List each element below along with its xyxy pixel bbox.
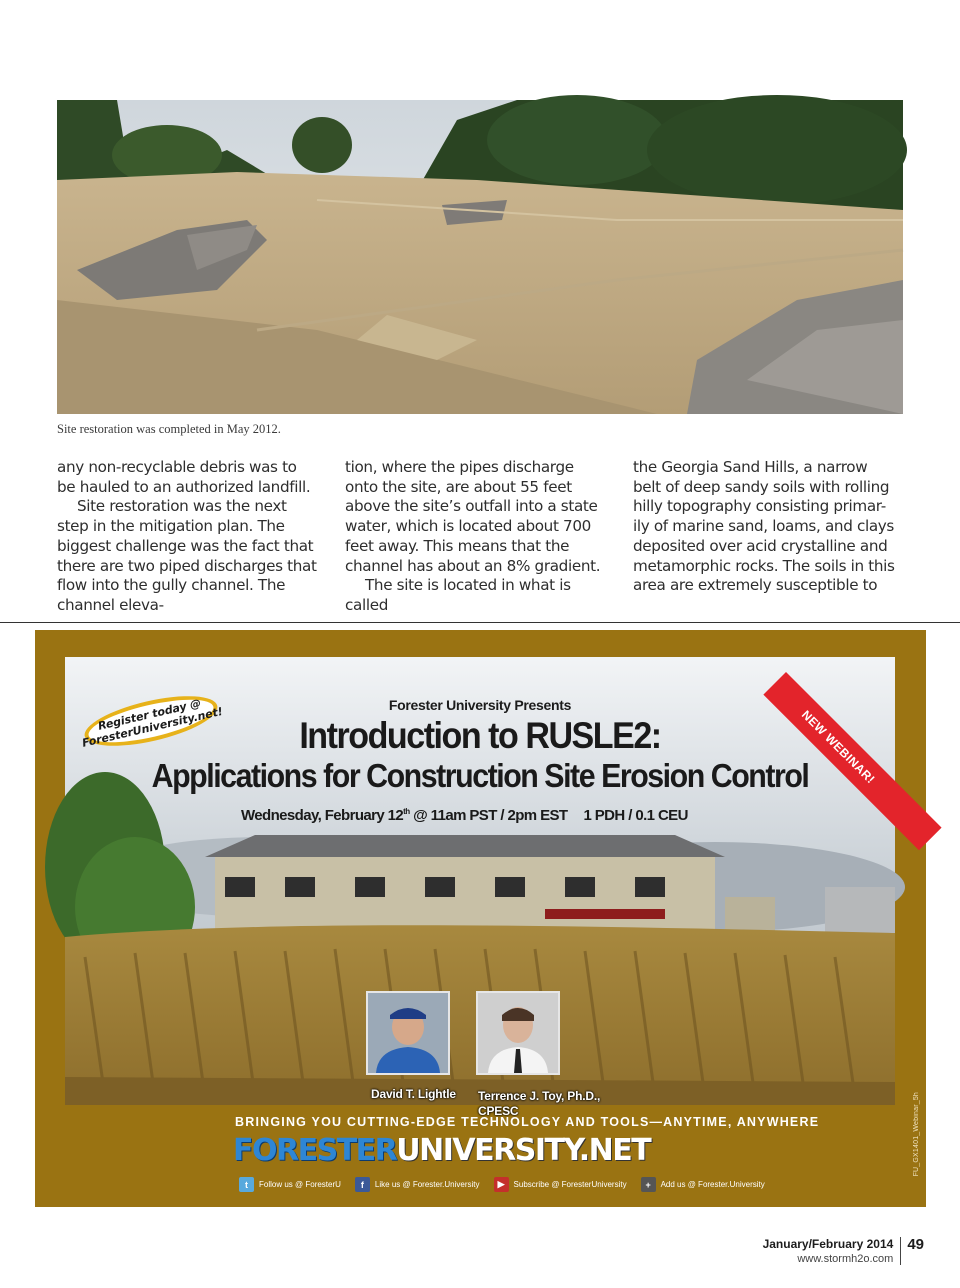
youtube-icon: ▶ (494, 1177, 509, 1192)
webinar-advertisement[interactable] (35, 630, 926, 1207)
speaker-2-photo (476, 991, 560, 1075)
article-column-1 (57, 458, 319, 616)
facebook-icon: f (355, 1177, 370, 1192)
speaker-1-name: David T. Lightle (371, 1087, 456, 1101)
webinar-title: Introduction to RUSLE2: (299, 715, 661, 756)
date-time: @ 11am PST / 2pm EST (409, 807, 568, 824)
logo-part-1: FORESTER (233, 1133, 397, 1168)
date-main: Wednesday, February 12 (241, 807, 404, 824)
credit-info: 1 PDH / 0.1 CEU (583, 807, 688, 824)
footer-meta (763, 1237, 902, 1265)
twitter-icon: t (239, 1177, 254, 1192)
facebook-label: Like us @ Forester.University (374, 1180, 480, 1189)
new-webinar-banner (786, 630, 926, 787)
paragraph: Site restoration was the next step in the mitigation plan. The biggest challenge was the fact that there are two piped discharges that flow into the gully channel. The channel eleva- (57, 497, 317, 614)
banner-text: NEW WEBINAR! (798, 707, 878, 787)
ad-code: FU_GX1401_Webinar_5h (913, 1092, 920, 1177)
paragraph: the Georgia Sand Hills, a narrow belt of deep sandy soils with rolling hilly topography consisting primar- ily of marine sand, loams, and clays deposited over acid crystalline and metamorphic rocks. The soils in this area are extremely susceptible to (633, 458, 895, 595)
article-column-3 (633, 458, 895, 596)
paragraph: tion, where the pipes discharge onto the site, are about 55 feet above the site’s outfall into a state water, which is located about 700 feet away. This means that the channel has about an 8% gradient. (345, 458, 601, 575)
twitter-link[interactable] (239, 1177, 341, 1192)
person-avatar-icon (368, 993, 448, 1073)
ad-tagline: BRINGING YOU CUTTING-EDGE TECHNOLOGY AND TOOLS—ANYTIME, ANYWHERE (235, 1115, 820, 1129)
ad-presenter: Forester University Presents (388, 697, 572, 713)
youtube-link[interactable] (494, 1177, 627, 1192)
person-avatar-icon (478, 993, 558, 1073)
twitter-label: Follow us @ ForesterU (259, 1180, 341, 1189)
site-restoration-image (57, 100, 903, 414)
webinar-subtitle: Applications for Construction Site Erosion Control (151, 757, 809, 794)
logo-part-2: UNIVERSITY.NET (396, 1133, 651, 1168)
website-url[interactable]: www.stormh2o.com (797, 1253, 894, 1265)
googleplus-icon: + (641, 1177, 656, 1192)
ad-photo-panel (65, 657, 895, 1118)
speaker-1-photo (366, 991, 450, 1075)
googleplus-link[interactable] (641, 1177, 765, 1192)
register-text: Register today @ ForesterUniversity.net! (80, 696, 225, 750)
paragraph: any non-recyclable debris was to be hauled to an authorized landfill. (57, 458, 311, 496)
page-number: 49 (907, 1236, 924, 1253)
social-links (239, 1177, 765, 1192)
forester-university-logo[interactable] (233, 1133, 650, 1168)
youtube-label: Subscribe @ ForesterUniversity (513, 1180, 627, 1189)
date-suffix: th (403, 807, 410, 816)
page-footer (763, 1237, 924, 1265)
article-column-2 (345, 458, 607, 616)
photo-caption: Site restoration was completed in May 2012. (57, 422, 281, 436)
issue-date: January/February 2014 (762, 1237, 894, 1251)
section-divider (0, 622, 960, 623)
webinar-date (241, 807, 688, 824)
facebook-link[interactable] (355, 1177, 480, 1192)
googleplus-label: Add us @ Forester.University (660, 1180, 765, 1189)
article-columns (57, 458, 903, 614)
speaker-2-name: Terrence J. Toy, Ph.D., CPESC (478, 1089, 601, 1118)
erosion-site-photo (57, 100, 903, 414)
paragraph: The site is located in what is called (345, 576, 571, 614)
